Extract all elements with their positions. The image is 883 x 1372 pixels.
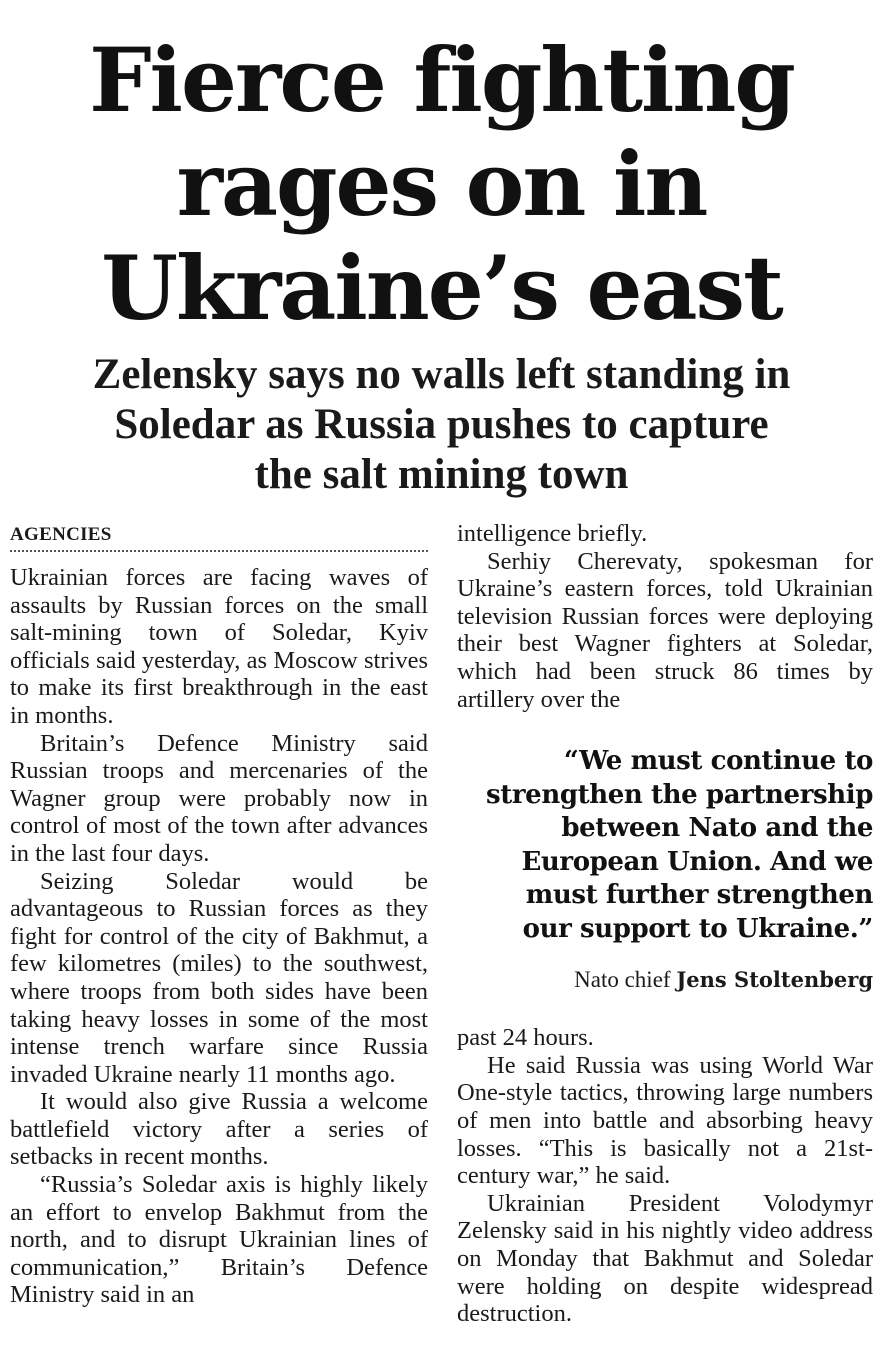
body-paragraph: Britain’s Defence Ministry said Russian troops and mercenaries of the Wagner group were probably now in control of most of the town after advances in the last four days. [10, 729, 428, 867]
standfirst-line: the salt mining town [254, 451, 629, 498]
pull-quote-line: between Nato and the [561, 813, 873, 844]
standfirst [0, 350, 883, 500]
standfirst-line: Soledar as Russia pushes to capture [114, 401, 769, 448]
attribution-prefix: Nato chief [574, 967, 671, 993]
pull-quote-line: strengthen the partnership [486, 779, 873, 810]
right-column [457, 520, 873, 1328]
attribution-name: Jens Stoltenberg [676, 967, 873, 993]
body-paragraph: It would also give Russia a welcome battlefield victory after a series of setbacks in recent months. [10, 1088, 428, 1171]
body-paragraph: Seizing Soledar would be advantageous to Russian forces as they fight for control of the city of Bakhmut, a few kilometres (miles) to the southwest, where troops from both sides have been taking heavy losses in some of the most intense trench warfare since Russia invaded Ukraine nearly 11 months ago. [10, 867, 428, 1088]
pull-quote-line: our support to Ukraine.” [522, 913, 873, 944]
left-column [10, 520, 428, 1309]
headline-line: Fierce fighting [89, 28, 794, 132]
body-paragraph: Ukrainian forces are facing waves of assaults by Russian forces on the small salt-mining town of Soledar, Kyiv officials said yesterday, as Moscow strives to make its first breakthrough in the east in months. [10, 564, 428, 729]
body-paragraph: Ukrainian President Volodymyr Zelensky said in his nightly video address on Monday that Bakhmut and Soledar were holding on despite widespread destruction. [457, 1189, 873, 1328]
body-paragraph: intelligence briefly. [457, 520, 648, 547]
pull-quote-line: European Union. And we [521, 846, 873, 877]
headline-line: rages on in [176, 132, 707, 236]
pull-quote [457, 745, 873, 946]
body-paragraph: Serhiy Cherevaty, spokesman for Ukraine’s eastern forces, told Ukrainian television Russian forces were deploying their best Wagner fighters at Soledar, which had been struck 86 times by artillery over the [457, 547, 873, 713]
pull-quote-attribution [457, 966, 873, 994]
pull-quote-line: must further strengthen [525, 880, 873, 911]
headline-line: Ukraine’s east [101, 236, 782, 340]
headline [0, 28, 883, 340]
body-paragraph: “Russia’s Soledar axis is highly likely an effort to envelop Bakhmut from the north, and to disrupt Ukrainian lines of communication,” Britain’s Defence Ministry said in an [10, 1171, 428, 1309]
standfirst-line: Zelensky says no walls left standing in [92, 351, 791, 398]
pull-quote-line: “We must continue to [563, 746, 873, 777]
body-paragraph: past 24 hours. [457, 1024, 594, 1052]
body-paragraph: He said Russia was using World War One-style tactics, throwing large numbers of men into battle and absorbing heavy losses. “This is basically not a 21st-century war,” he said. [457, 1051, 873, 1190]
byline: AGENCIES [10, 520, 428, 552]
